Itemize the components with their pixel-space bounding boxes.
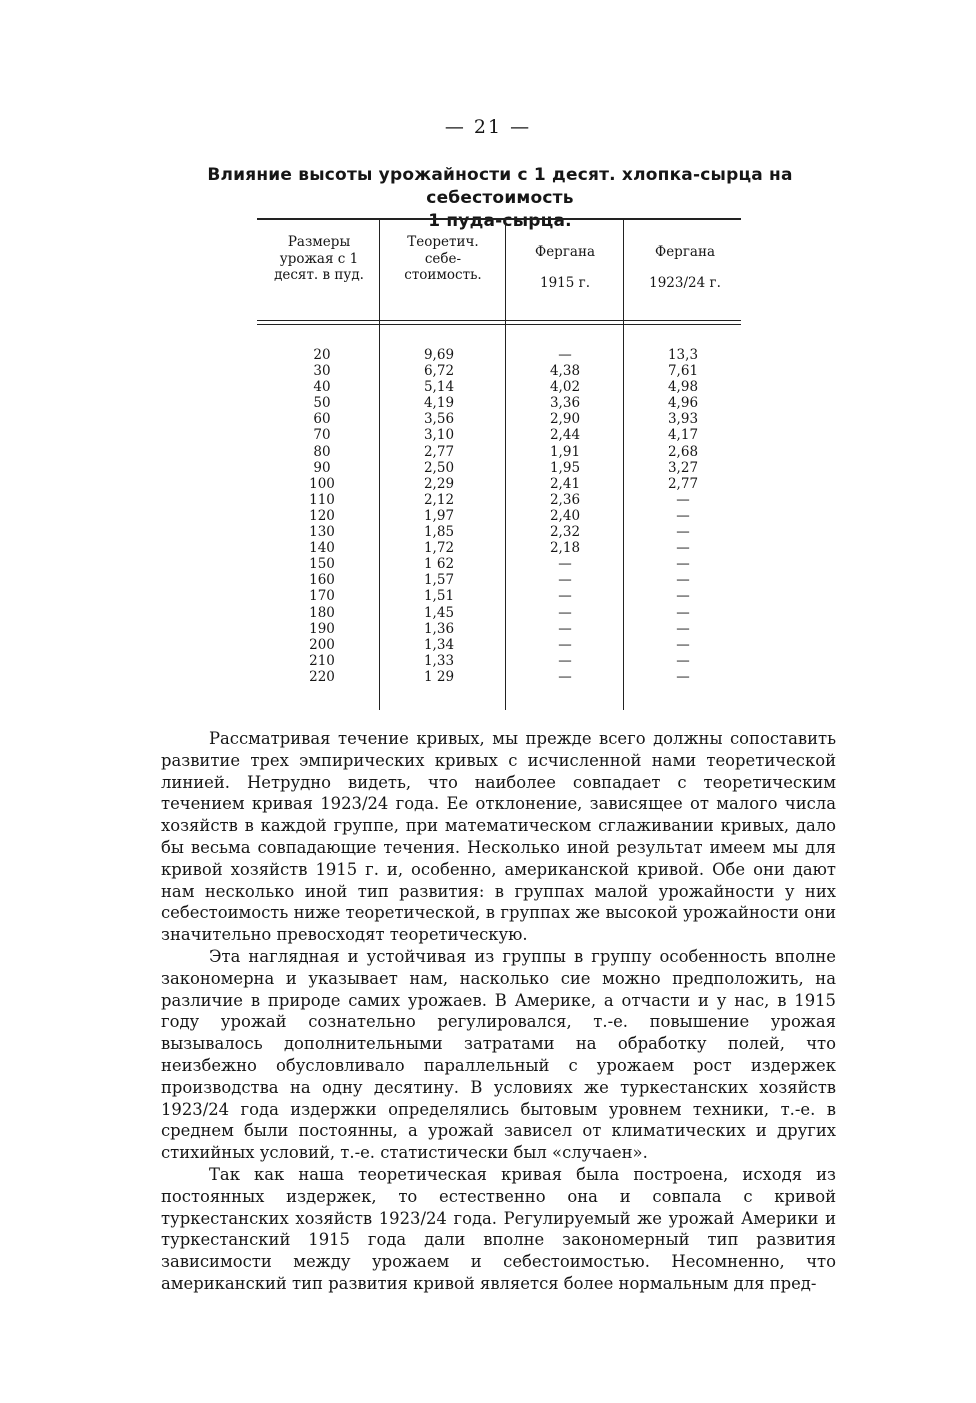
table-cell: — — [558, 604, 572, 621]
table-cell: — — [558, 588, 572, 605]
table-cell: — — [558, 620, 572, 637]
table-top-rule — [257, 218, 741, 220]
table-cell: 5,14 — [423, 379, 455, 396]
table-cell: 4,02 — [549, 379, 581, 396]
table-cell: 9,69 — [423, 347, 455, 363]
table-cell: 2,32 — [549, 524, 581, 541]
header-fergana-1923-year: 1923/24 г. — [649, 274, 721, 291]
table-cell: 2,90 — [549, 411, 581, 428]
table-cell: 2,44 — [549, 427, 581, 444]
table-cell: 2,18 — [549, 540, 581, 557]
column-theoretical-cost — [399, 347, 479, 685]
table-cell: 150 — [309, 556, 335, 573]
table-cell: 4,96 — [667, 395, 699, 412]
table-cell: 1,57 — [423, 572, 455, 589]
column-divider-3 — [623, 220, 624, 710]
page-number: — 21 — — [444, 116, 532, 138]
table-cell: — — [676, 572, 690, 589]
table-title-line-2: 1 пуда-сырца. — [428, 211, 572, 231]
table-cell: 170 — [309, 588, 335, 605]
data-table — [257, 218, 741, 712]
column-fergana-1915 — [525, 347, 605, 685]
table-cell: 60 — [313, 411, 331, 428]
header-fergana-1915 — [515, 244, 615, 291]
table-cell: 200 — [309, 636, 335, 653]
table-cell: 210 — [309, 652, 335, 669]
table-cell: 2,77 — [423, 443, 455, 460]
table-cell: — — [676, 491, 690, 508]
table-cell: 180 — [309, 604, 335, 621]
header-fergana-1915-year: 1915 г. — [539, 274, 590, 291]
header-fergana-1923 — [633, 244, 737, 291]
table-cell: — — [558, 652, 572, 669]
table-cell: 20 — [313, 347, 331, 363]
table-cell: 6,72 — [423, 363, 455, 380]
table-cell: 13,3 — [667, 347, 699, 363]
paragraph-1: Рассматривая течение кривых, мы прежде всего должны сопоставить развитие трех эмпирических кривых с исчисленной нами теоретической линией. Нетрудно видеть, что наиболее совпадает с теоретическим течением кривая 1923/24 года. Ее отклонение, зависящее от малого числа хозяйств в каждой группе, при математическом сглаживании кривых, дало бы весьма совпадающие течения. Несколько иной результат имеем мы для кривой хозяйств 1915 г. и, особенно, американской кривой. Обе они дают нам несколько иной тип развития: в группах малой урожайности у них себестоимость ниже теоретической, в группах же высокой урожайности они значительно превосходят теоретическую. — [161, 729, 836, 945]
table-cell: 1,34 — [423, 636, 455, 653]
paragraph-2: Эта наглядная и устойчивая из группы в группу особенность вполне закономерна и указывает нам, насколько сие можно предположить, на различие в природе самих урожаев. В Америке, а отчасти и у нас, в 1915 году урожай сознательно регулировался, т.-е. повышение урожая вызывалось дополнительными затратами на обработку полей, что неизбежно обусловливало параллельный с урожаем рост издержек производства на одну десятину. В условиях же туркестанских хозяйств 1923/24 года издержки определялись бытовым уровнем техники, т.-е. в среднем были постоянны, а урожай зависел от климатических и других стихийных условий, т.-е. статистически был «случаен». — [161, 946, 836, 1163]
table-cell: 1,33 — [423, 652, 455, 669]
table-cell: 1,95 — [549, 459, 581, 476]
table-cell: 4,17 — [667, 427, 699, 444]
table-cell: 3,56 — [423, 411, 455, 428]
paragraph-3: Так как наша теоретическая кривая была построена, исходя из постоянных издержек, то естественно она и совпала с кривой туркестанских хозяйств 1923/24 года. Регулируемый же урожай Америки и туркестанский 1915 года дали вполне закономерный тип развития зависимости между урожаем и себестоимостью. Несомненно, что американский тип развития кривой является более нормальным для пред- — [161, 1164, 836, 1293]
table-cell: 1,85 — [423, 524, 455, 541]
table-cell: 40 — [313, 379, 331, 396]
table-cell: — — [676, 556, 690, 573]
table-cell: 190 — [309, 620, 335, 637]
table-cell: 220 — [309, 668, 335, 685]
table-cell: 2,68 — [667, 443, 699, 460]
table-cell: — — [558, 572, 572, 589]
table-cell: — — [558, 668, 572, 685]
table-cell: 110 — [309, 491, 335, 508]
table-cell: 3,10 — [423, 427, 455, 444]
column-yield — [297, 347, 347, 685]
table-cell: 3,36 — [549, 395, 581, 412]
table-cell: 4,38 — [549, 363, 581, 380]
table-cell: 50 — [313, 395, 331, 412]
table-cell: 2,77 — [667, 475, 699, 492]
header-fergana-1915-name: Фергана — [534, 244, 595, 260]
table-cell: 3,27 — [667, 459, 699, 476]
table-cell: — — [676, 524, 690, 541]
body-text — [161, 728, 836, 1295]
table-cell: 70 — [313, 427, 331, 444]
table-cell: 160 — [309, 572, 335, 589]
table-cell: 2,12 — [423, 491, 455, 508]
table-cell: 7,61 — [667, 363, 699, 380]
table-cell: — — [676, 604, 690, 621]
table-cell: 2,41 — [549, 475, 581, 492]
table-cell: — — [676, 652, 690, 669]
table-title-line-1: Влияние высоты урожайности с 1 десят. хлопка-сырца на себестоимость — [207, 165, 793, 208]
table-cell: — — [558, 636, 572, 653]
header-fergana-1923-name: Фергана — [654, 244, 715, 260]
table-cell: — — [676, 668, 690, 685]
table-cell: 1,51 — [423, 588, 455, 605]
column-divider-2 — [505, 220, 506, 710]
table-cell: 100 — [309, 475, 335, 492]
header-yield: Размеры урожая с 1 десят. в пуд. — [274, 234, 364, 283]
table-cell: 90 — [313, 459, 331, 476]
header-theoretical-cost: Теоретич. себе-стоимость. — [404, 234, 482, 283]
table-cell: — — [676, 620, 690, 637]
table-cell: 2,29 — [423, 475, 455, 492]
column-fergana-1923 — [643, 347, 723, 685]
table-cell: 4,98 — [667, 379, 699, 396]
table-cell: 1,72 — [423, 540, 455, 557]
table-cell: 1,45 — [423, 604, 455, 621]
table-cell: 2,40 — [549, 507, 581, 524]
table-header-rule — [257, 320, 741, 321]
table-cell: 3,93 — [667, 411, 699, 428]
table-cell: 1 62 — [423, 556, 455, 573]
table-cell: 30 — [313, 363, 331, 380]
table-cell: 1,91 — [549, 443, 581, 460]
table-cell: 4,19 — [423, 395, 455, 412]
table-cell: — — [676, 636, 690, 653]
table-cell: 130 — [309, 524, 335, 541]
table-cell: — — [676, 540, 690, 557]
table-cell: 140 — [309, 540, 335, 557]
table-cell: 2,36 — [549, 491, 581, 508]
table-cell: 1,36 — [423, 620, 455, 637]
table-cell: 1 29 — [423, 668, 455, 685]
table-cell: 1,97 — [423, 507, 455, 524]
table-cell: — — [558, 347, 572, 363]
table-cell: — — [676, 588, 690, 605]
column-divider-1 — [379, 220, 380, 710]
table-cell: — — [676, 507, 690, 524]
table-cell: 120 — [309, 507, 335, 524]
table-cell: 80 — [313, 443, 331, 460]
table-cell: 2,50 — [423, 459, 455, 476]
table-header-rule-2 — [257, 324, 741, 325]
table-cell: — — [558, 556, 572, 573]
